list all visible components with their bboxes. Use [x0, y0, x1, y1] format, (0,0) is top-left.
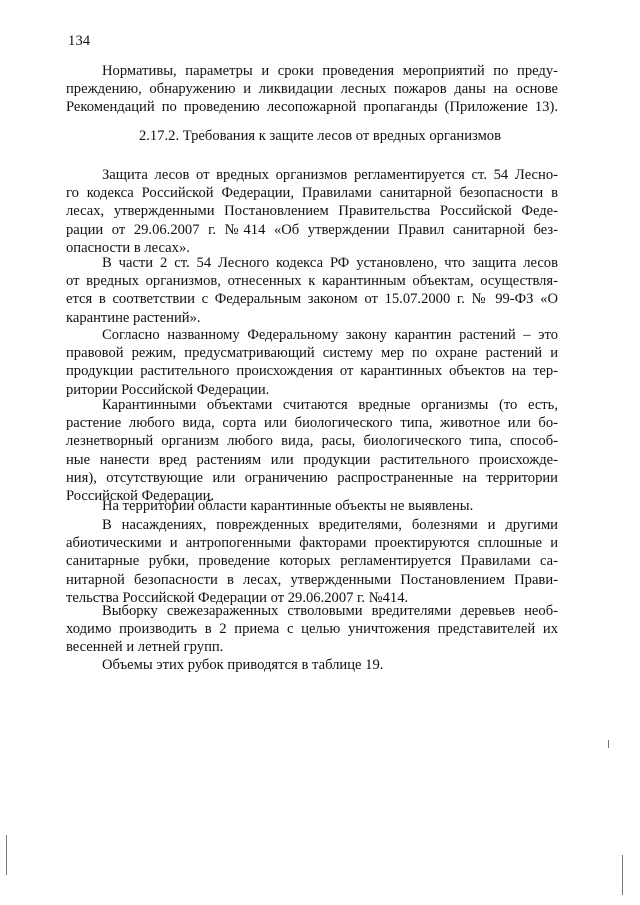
paragraph-line: Объемы этих рубок приводятся в таблице 19. [102, 657, 384, 673]
paragraph-line: от вредных организмов, отнесенных к карантинным объектам, осуществля- [66, 273, 558, 290]
paragraph-3 [66, 326, 558, 399]
paragraph-line: ния), отсутствующие или ограничению распространенные на территории [66, 469, 558, 486]
paragraph-line: ритории Российской Федерации. [66, 381, 270, 398]
paragraph-line: Нормативы, параметры и сроки проведения мероприятий по преду- [102, 63, 558, 79]
paragraph-line: продукции растительного происхождения от карантинных объектов на тер- [66, 363, 558, 380]
paragraph-line: растение любого вида, сорта или биологического типа, животное или бо- [66, 415, 558, 432]
paragraph-line: преждению, обнаружению и ликвидации лесных пожаров даны на основе [66, 81, 558, 98]
paragraph-line: весенней и летней групп. [66, 639, 224, 656]
paragraph-line: Выборку свежезараженных стволовыми вредителями деревьев необ- [102, 603, 558, 619]
paragraph-line: абиотическими и антропогенными факторами проектируются сплошные и [66, 535, 558, 552]
paragraph-line: рации от 29.06.2007 г. №414 «Об утверждении Правил санитарной без- [66, 221, 558, 238]
paragraph-4 [66, 396, 558, 505]
paragraph-line: Защита лесов от вредных организмов регламентируется ст. 54 Лесно- [102, 167, 558, 183]
paragraph-line: тельства Российской Федерации от 29.06.2007 г. №414. [66, 589, 409, 606]
paragraph-line: Российской Федерации. [66, 488, 215, 505]
paragraph-6 [66, 516, 558, 607]
paragraph-line: го кодекса Российской Федерации, Правилами санитарной безопасности в [66, 185, 558, 202]
paragraph-line: ется в соответствии с Федеральным законом от 15.07.2000 г. № 99-ФЗ «О [66, 291, 558, 308]
section-heading: 2.17.2. Требования к защите лесов от вредных организмов [138, 128, 501, 144]
paragraph-line: опасности в лесах». [66, 239, 190, 256]
paragraph-line: Рекомендаций по проведению лесопожарной пропаганды (Приложение 13). [66, 99, 558, 116]
paragraph-line: Карантинными объектами считаются вредные организмы (то есть, [102, 397, 558, 413]
paragraph-line: В части 2 ст. 54 Лесного кодекса РФ установлено, что защита лесов [102, 255, 558, 271]
scan-edge-mark [6, 835, 7, 875]
paragraph-line: На территории области карантинные объекты не выявлены. [102, 498, 474, 514]
paragraph-5 [66, 497, 558, 515]
paragraph-1 [66, 166, 558, 257]
scan-edge-mark [622, 855, 623, 895]
paragraph-8 [66, 656, 558, 674]
paragraph-line: лесах, утвержденными Постановлением Правительства Российской Феде- [66, 203, 558, 220]
paragraph-line: Согласно названному Федеральному закону карантин растений – это [102, 327, 558, 343]
paragraph-line: карантине растений». [66, 309, 201, 326]
scan-edge-mark [608, 740, 609, 748]
paragraph-line: нитарной безопасности в лесах, утвержденными Постановлением Прави- [66, 571, 558, 588]
intro-paragraph [66, 62, 558, 117]
paragraph-line: ные нанести вред растениям или продукции растительного происхожде- [66, 451, 558, 468]
paragraph-7 [66, 602, 558, 657]
paragraph-line: В насаждениях, поврежденных вредителями, болезнями и другими [102, 517, 558, 533]
page-number: 134 [68, 33, 91, 49]
paragraph-2 [66, 254, 558, 327]
paragraph-line: правовой режим, предусматривающий систему мер по охране растений и [66, 345, 558, 362]
paragraph-line: лезнетворный организм любого вида, расы, биологического типа, способ- [66, 433, 558, 450]
paragraph-line: ходимо производить в 2 приема с целью уничтожения представителей их [66, 621, 558, 638]
paragraph-line: санитарные рубки, проведение которых регламентируется Правилами са- [66, 553, 558, 570]
